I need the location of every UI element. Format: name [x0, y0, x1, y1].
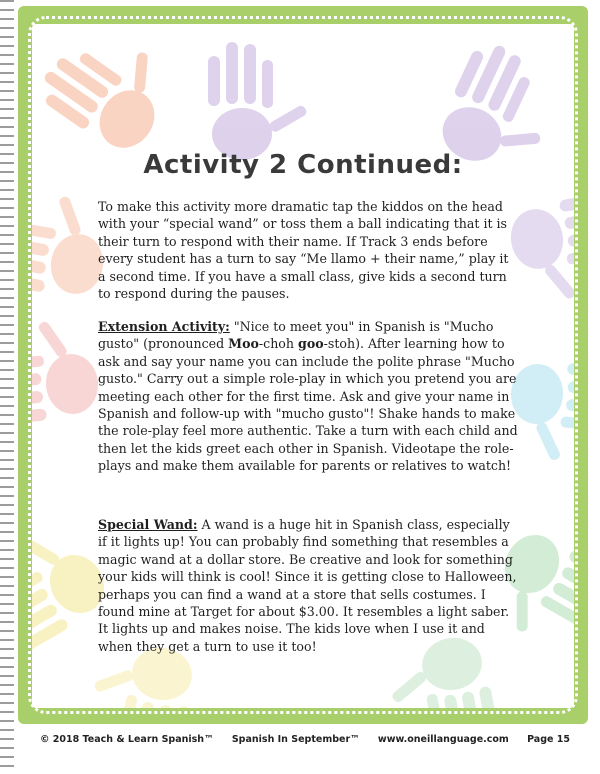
extension-heading: Extension Activity: [98, 319, 230, 334]
footer-copyright: © 2018 Teach & Learn Spanish™ [40, 734, 214, 745]
special-wand-paragraph [98, 516, 518, 655]
extension-text-c: -stoh). After learning how to ask and say your name you can include the polite phrase "Mucho gusto." Carry out a simple role-play in which you pretend you are meeting each other for the first time. Ask and give your name in Spanish and follow-up with "mucho gusto"! Shake hands to make the role-play feel more authentic. Take a turn with each child and then let the kids greet each other in Spanish. Videotape the role-plays and make them available for parents or relatives to watch! [98, 336, 518, 474]
page-title: Activity 2 Continued: [143, 150, 463, 180]
extension-emphasis-goo: goo [298, 336, 324, 352]
extension-paragraph [98, 318, 518, 475]
intro-paragraph: To make this activity more dramatic tap the kiddos on the head with your “special wand” or toss them a ball indicating that it is their turn to respond with their name. If Track 3 ends before every student has a turn to say “Me llamo + their name,” play it a second time. If you have a small class, give kids a second turn to respond during the pauses. [98, 199, 509, 302]
page-footer [40, 734, 570, 745]
extension-text-a: "Nice to meet you" in Spanish is "Mucho gusto" (pronounced [98, 319, 494, 352]
spiral-binding [0, 0, 14, 774]
extension-text-b: -choh [258, 336, 299, 352]
special-wand-heading: Special Wand: [98, 517, 198, 532]
footer-page-number: Page 15 [527, 734, 570, 745]
extension-emphasis-moo: Moo [228, 336, 259, 352]
special-wand-text: A wand is a huge hit in Spanish class, especially if it lights up! You can probably find something that resembles a magic wand at a dollar store. Be creative and look for something your kids will think is cool! Since it is getting close to Halloween, perhaps you can find a wand at a store that sells costumes. I found mine at Target for about $3.00. It resembles a light saber. It lights up and makes noise. The kids love when I use it and when they get a turn to use it too! [98, 517, 517, 654]
page-content [32, 24, 574, 708]
footer-book-title: Spanish In September™ [231, 734, 360, 745]
footer-website: www.oneillanguage.com [377, 734, 509, 745]
worksheet-page [32, 24, 574, 708]
